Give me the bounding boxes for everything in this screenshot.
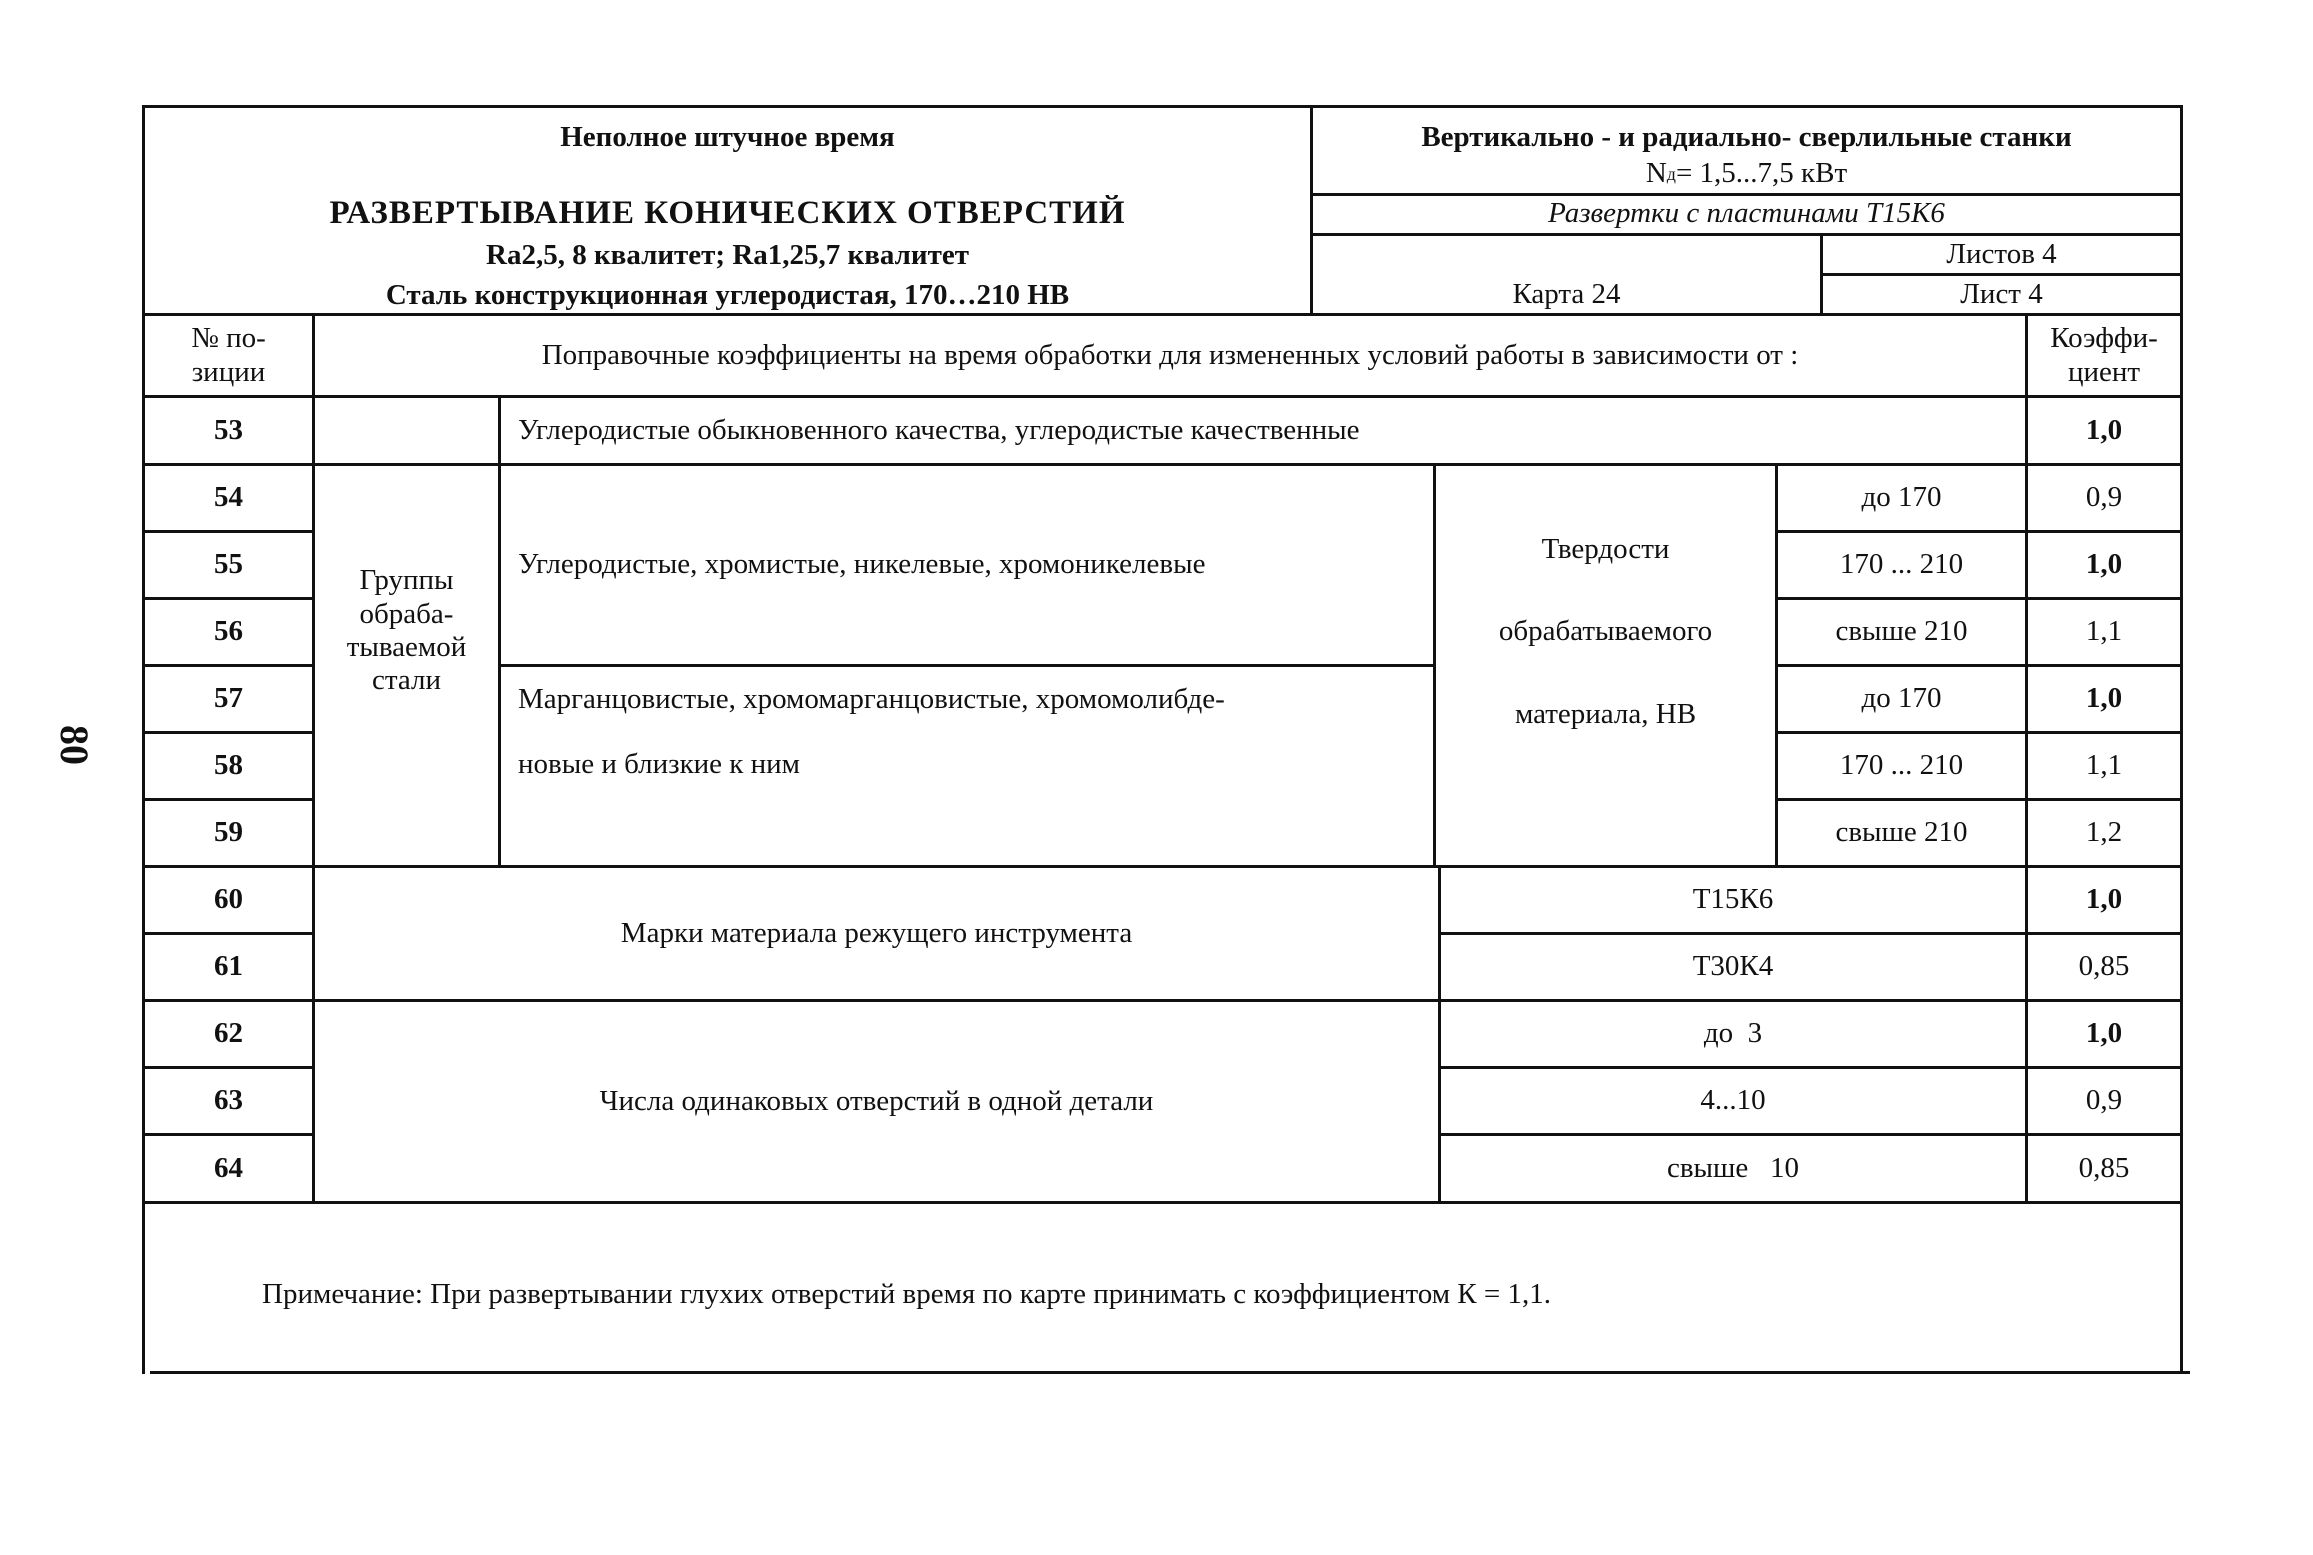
pos-57: 57: [214, 682, 243, 715]
header-tool: Развертки с пластинами Т15К6: [1548, 197, 1945, 230]
desc-carbon-plain: Углеродистые обыкновенного качества, углеродистые качественные: [518, 413, 1360, 446]
coef-55: 1,0: [2085, 548, 2123, 581]
steel-group-label: Группы обраба- тываемой стали: [346, 564, 467, 697]
page-number: 80: [52, 725, 98, 765]
desc-holes-count: Числа одинаковых отверстий в одной детали: [599, 1084, 1154, 1117]
coef-59: 1,2: [2085, 816, 2123, 849]
coef-58: 1,1: [2085, 749, 2123, 782]
outer-bottom-border: [150, 1371, 2190, 1374]
pos-58: 58: [214, 749, 243, 782]
hardness-label: Твердости обрабатываемого материала, НВ: [1498, 533, 1713, 730]
desc-carbon-alloy: Углеродистые, хромистые, никелевые, хромоникелевые: [518, 548, 1206, 581]
cond-62: до 3: [1703, 1017, 1763, 1050]
pos-56: 56: [214, 615, 243, 648]
cond-56: свыше 210: [1835, 615, 1968, 648]
header-time-type: Неполное штучное время: [560, 121, 895, 154]
header-sheet: Лист 4: [1960, 277, 2043, 310]
pos-55: 55: [214, 548, 243, 581]
header-material: Сталь конструкционная углеродистая, 170…210 НВ: [385, 279, 1070, 312]
coef-61: 0,85: [2078, 950, 2130, 983]
cond-54: до 170: [1861, 481, 1942, 514]
coef-62: 1,0: [2085, 1017, 2123, 1050]
power-symbol: N: [1645, 157, 1667, 190]
cond-55: 170 ... 210: [1839, 548, 1964, 581]
header-card: Карта 24: [1512, 278, 1621, 311]
header-sheets-total: Листов 4: [1946, 237, 2057, 270]
header-machines: Вертикально - и радиально- сверлильные станки: [1421, 121, 2072, 154]
coef-56: 1,1: [2085, 615, 2123, 648]
coef-53: 1,0: [2085, 413, 2123, 446]
header-power: [1313, 156, 2180, 192]
row-line-64: [142, 1201, 2180, 1204]
pos-60: 60: [214, 883, 243, 916]
power-value: = 1,5...7,5 кВт: [1675, 157, 1848, 190]
header-quality: Ra2,5, 8 квалитет; Ra1,25,7 квалитет: [486, 239, 969, 272]
cond-63: 4...10: [1700, 1084, 1766, 1117]
desc-tool-material: Марки материала режущего инструмента: [620, 916, 1133, 949]
pos-63: 63: [214, 1084, 243, 1117]
column-header-description: Поправочные коэффициенты на время обработки для измененных условий работы в зависимости от :: [541, 338, 1799, 371]
cond-57: до 170: [1861, 682, 1942, 715]
pos-61: 61: [214, 950, 243, 983]
pos-59: 59: [214, 816, 243, 849]
column-header-coefficient: Коэффи- циент: [2050, 322, 2158, 388]
pos-54: 54: [214, 481, 243, 514]
cond-61: Т30К4: [1692, 950, 1774, 983]
coef-54: 0,9: [2085, 481, 2123, 514]
cond-59: свыше 210: [1835, 816, 1968, 849]
coef-64: 0,85: [2078, 1151, 2130, 1184]
pos-62: 62: [214, 1017, 243, 1050]
header-title: РАЗВЕРТЫВАНИЕ КОНИЧЕСКИХ ОТВЕРСТИЙ: [329, 195, 1126, 232]
cond-64: свыше 10: [1666, 1151, 1799, 1184]
outer-right-border: [2180, 105, 2183, 1374]
coef-63: 0,9: [2085, 1084, 2123, 1117]
table-note: Примечание: При развертывании глухих отверстий время по карте принимать с коэффициентом К = 1,1.: [262, 1278, 1551, 1311]
pos-53: 53: [214, 413, 243, 446]
pos-64: 64: [214, 1151, 243, 1184]
coef-57: 1,0: [2085, 682, 2123, 715]
outer-top-border: [142, 105, 2180, 108]
power-subscript: д: [1666, 163, 1676, 184]
column-header-position: № по- зиции: [191, 322, 266, 388]
cond-58: 170 ... 210: [1839, 749, 1964, 782]
desc-manganese: Марганцовистые, хромомарганцовистые, хромомолибде- новые и близкие к ним: [518, 682, 1225, 780]
coef-60: 1,0: [2085, 883, 2123, 916]
cond-60: Т15К6: [1692, 883, 1774, 916]
